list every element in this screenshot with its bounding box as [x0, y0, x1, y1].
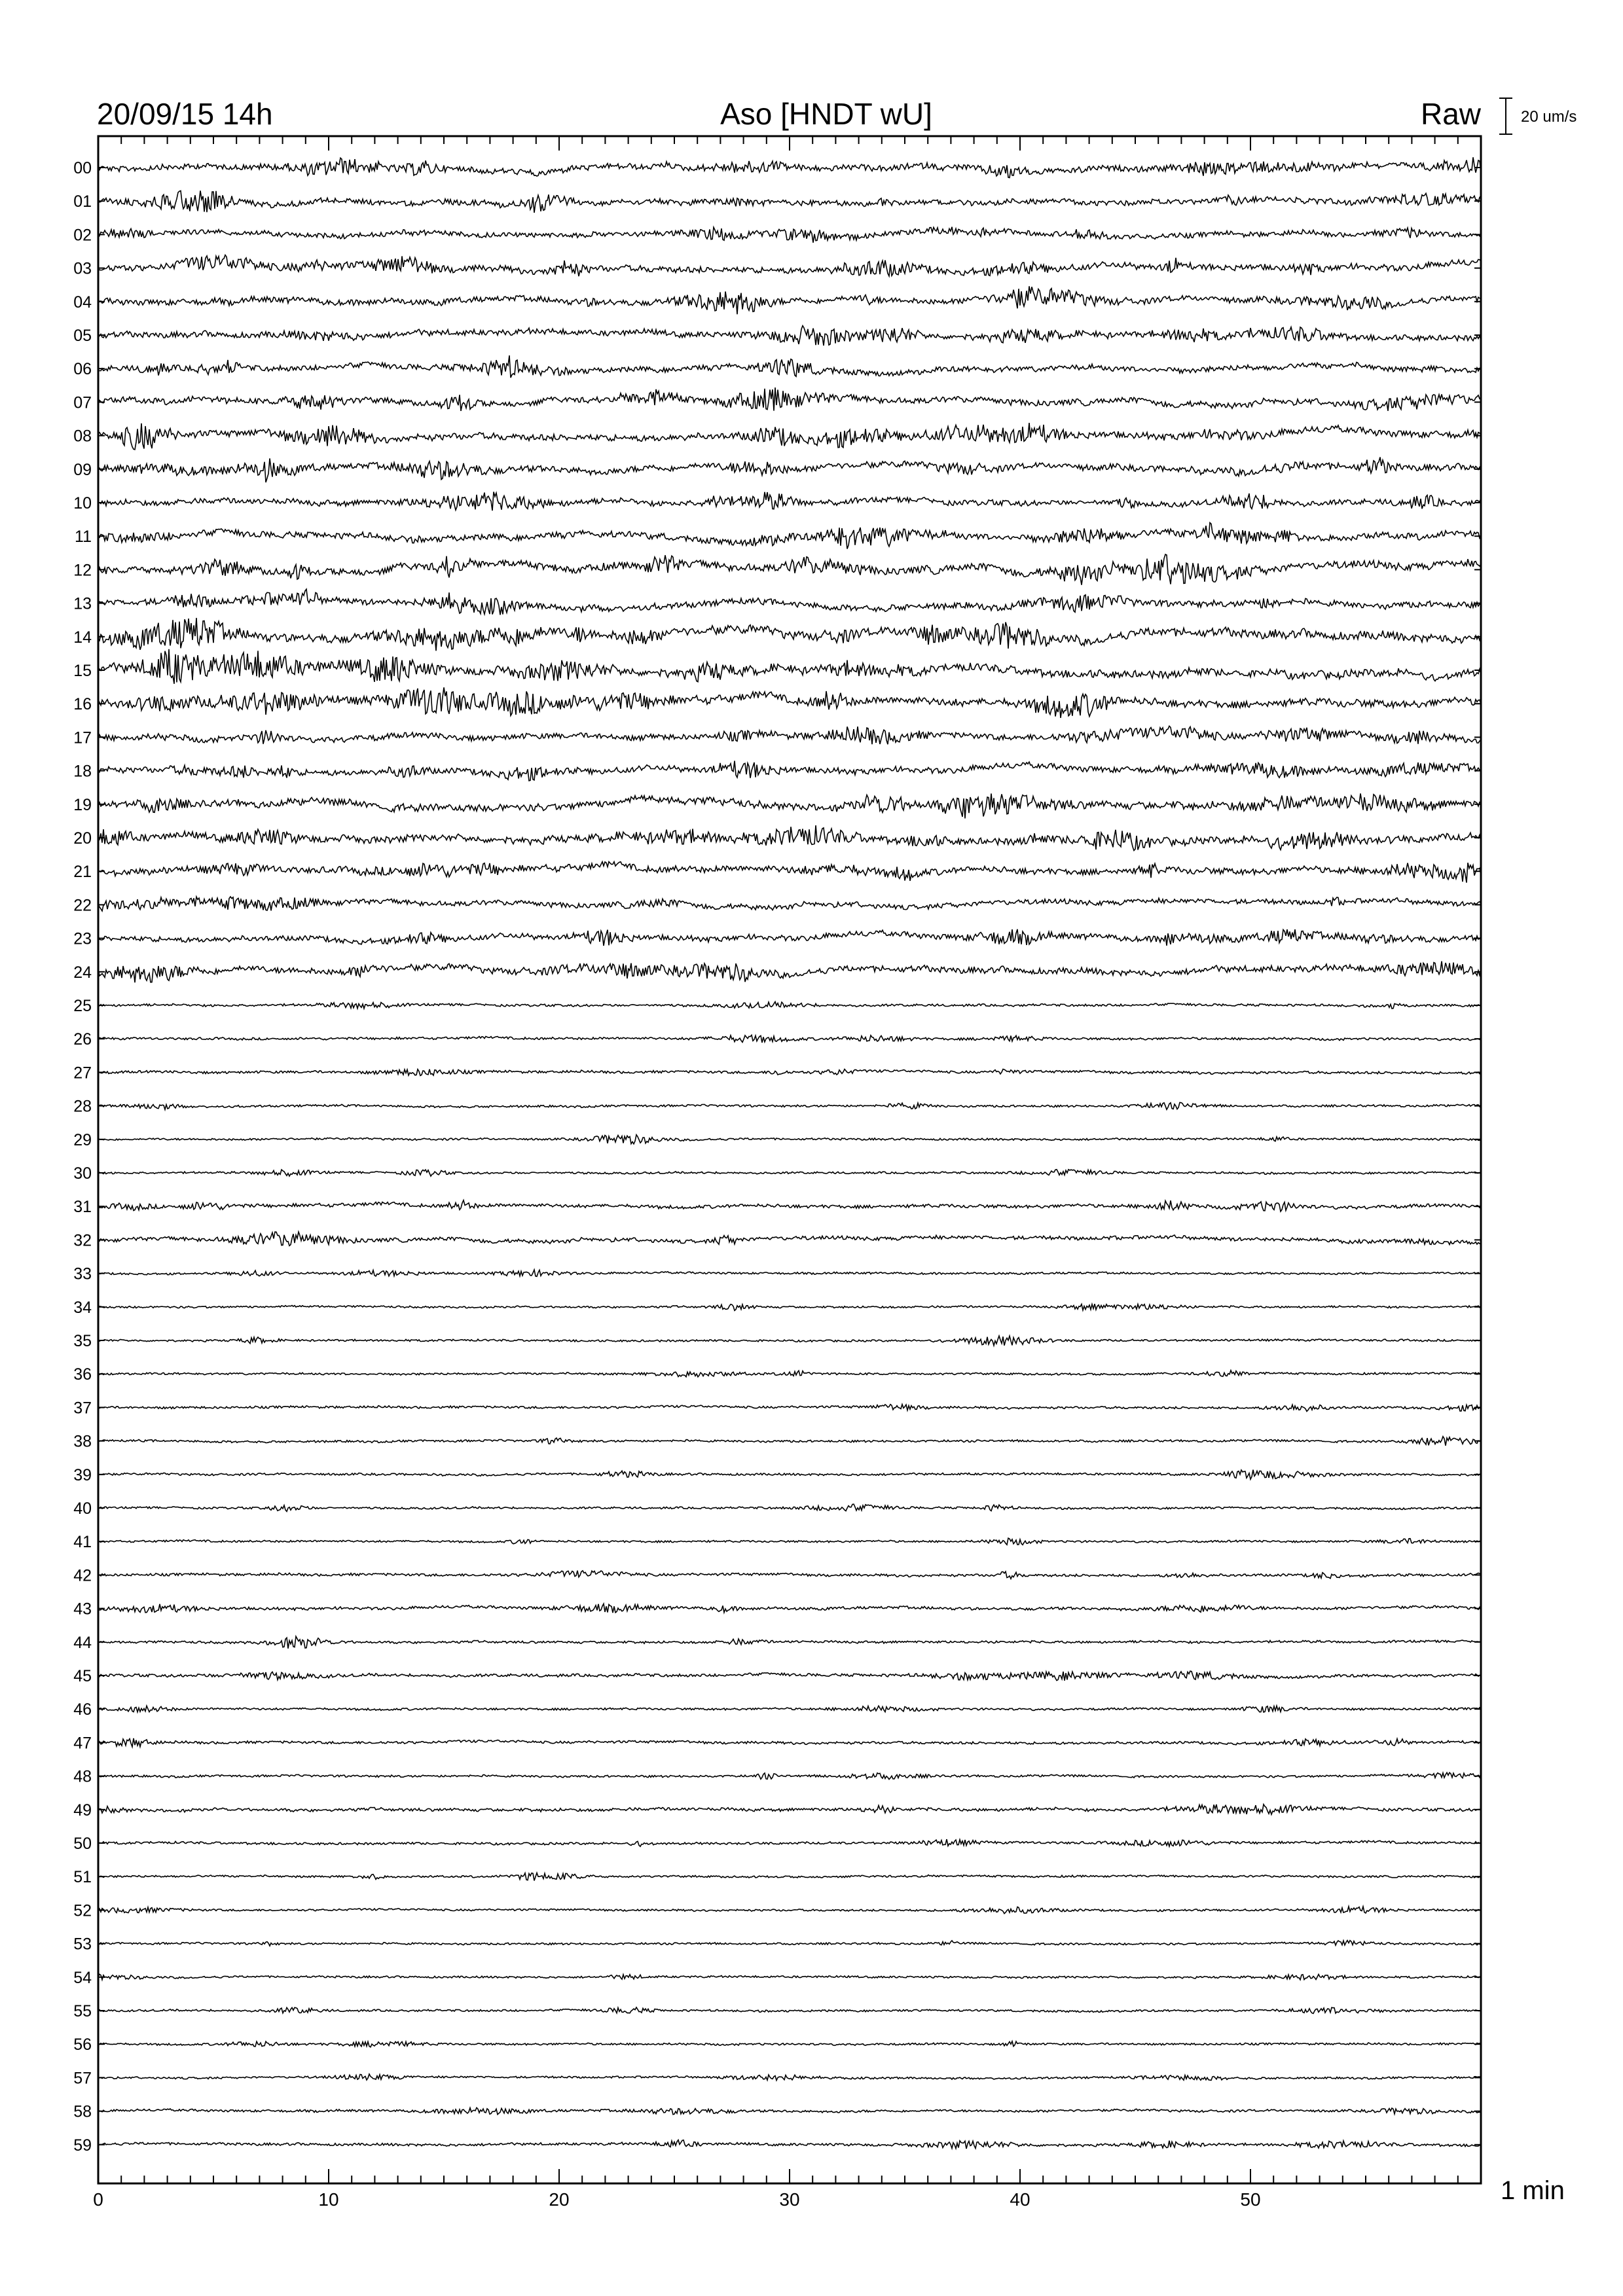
row-label-39: 39: [73, 1465, 92, 1484]
row-label-01: 01: [73, 192, 92, 211]
row-label-50: 50: [73, 1835, 92, 1853]
trace-33: [98, 1270, 1481, 1276]
trace-32: [98, 1232, 1481, 1246]
trace-04: [98, 286, 1481, 314]
trace-36: [98, 1371, 1481, 1377]
trace-49: [98, 1804, 1481, 1815]
row-label-10: 10: [73, 494, 92, 512]
row-label-37: 37: [73, 1399, 92, 1418]
trace-39: [98, 1470, 1481, 1480]
row-label-35: 35: [73, 1332, 92, 1350]
row-label-15: 15: [73, 662, 92, 680]
trace-13: [98, 589, 1481, 615]
row-label-26: 26: [73, 1030, 92, 1049]
row-label-57: 57: [73, 2069, 92, 2088]
trace-29: [98, 1135, 1481, 1144]
row-label-13: 13: [73, 594, 92, 613]
header-mode: Raw: [1420, 97, 1481, 131]
row-label-05: 05: [73, 327, 92, 345]
row-label-41: 41: [73, 1533, 92, 1552]
trace-37: [98, 1405, 1481, 1412]
trace-44: [98, 1636, 1481, 1649]
row-label-18: 18: [73, 762, 92, 781]
row-label-46: 46: [73, 1700, 92, 1719]
row-label-07: 07: [73, 393, 92, 412]
trace-38: [98, 1437, 1481, 1446]
trace-30: [98, 1170, 1481, 1176]
row-label-45: 45: [73, 1667, 92, 1685]
row-label-17: 17: [73, 728, 92, 747]
trace-24: [98, 961, 1481, 983]
row-label-09: 09: [73, 460, 92, 479]
trace-55: [98, 2007, 1481, 2013]
row-label-22: 22: [73, 896, 92, 915]
x-tick-label: 50: [1240, 2189, 1261, 2210]
trace-52: [98, 1907, 1481, 1914]
trace-42: [98, 1571, 1481, 1579]
row-label-54: 54: [73, 1968, 92, 1987]
trace-03: [98, 255, 1481, 277]
trace-10: [98, 492, 1481, 511]
row-label-19: 19: [73, 795, 92, 814]
x-unit-label: 1 min: [1501, 2176, 1565, 2205]
trace-57: [98, 2074, 1481, 2081]
trace-18: [98, 761, 1481, 781]
x-tick-label: 0: [93, 2189, 103, 2210]
row-label-21: 21: [73, 863, 92, 882]
row-label-14: 14: [73, 628, 92, 647]
row-label-20: 20: [73, 829, 92, 848]
trace-25: [98, 1002, 1481, 1009]
row-label-48: 48: [73, 1767, 92, 1786]
trace-01: [98, 190, 1481, 213]
trace-15: [98, 649, 1481, 684]
row-label-53: 53: [73, 1935, 92, 1954]
row-label-group: [73, 159, 92, 2155]
row-label-31: 31: [73, 1198, 92, 1217]
row-label-32: 32: [73, 1231, 92, 1250]
trace-58: [98, 2108, 1481, 2114]
trace-19: [98, 793, 1481, 818]
trace-28: [98, 1103, 1481, 1110]
trace-54: [98, 1974, 1481, 1980]
trace-00: [98, 157, 1481, 177]
x-tick-label: 40: [1010, 2189, 1030, 2210]
trace-48: [98, 1772, 1481, 1779]
trace-56: [98, 2041, 1481, 2047]
trace-23: [98, 929, 1481, 946]
trace-11: [98, 523, 1481, 549]
row-label-08: 08: [73, 427, 92, 446]
row-label-00: 00: [73, 159, 92, 177]
trace-45: [98, 1671, 1481, 1681]
trace-31: [98, 1200, 1481, 1211]
row-label-11: 11: [75, 528, 92, 547]
trace-26: [98, 1035, 1481, 1043]
row-label-33: 33: [73, 1265, 92, 1283]
row-label-12: 12: [73, 561, 92, 580]
trace-34: [98, 1304, 1481, 1310]
row-label-47: 47: [73, 1734, 92, 1753]
row-label-03: 03: [73, 259, 92, 278]
trace-43: [98, 1604, 1481, 1613]
trace-22: [98, 897, 1481, 911]
row-label-25: 25: [73, 997, 92, 1015]
row-label-34: 34: [73, 1298, 92, 1317]
row-label-55: 55: [73, 2002, 92, 2020]
trace-14: [98, 618, 1481, 651]
row-label-43: 43: [73, 1600, 92, 1619]
row-label-36: 36: [73, 1365, 92, 1384]
header-date: 20/09/15 14h: [97, 97, 273, 131]
row-label-02: 02: [73, 226, 92, 245]
trace-41: [98, 1538, 1481, 1545]
trace-17: [98, 726, 1481, 744]
row-label-49: 49: [73, 1801, 92, 1820]
row-label-29: 29: [73, 1130, 92, 1149]
row-label-24: 24: [73, 963, 92, 982]
trace-27: [98, 1069, 1481, 1076]
trace-40: [98, 1504, 1481, 1511]
trace-group: [98, 157, 1481, 2149]
x-tick-label: 10: [318, 2189, 339, 2210]
row-label-51: 51: [73, 1868, 92, 1887]
trace-02: [98, 227, 1481, 243]
trace-16: [98, 687, 1481, 718]
row-label-59: 59: [73, 2136, 92, 2155]
row-label-06: 06: [73, 360, 92, 379]
row-label-27: 27: [73, 1064, 92, 1083]
trace-59: [98, 2140, 1481, 2149]
trace-47: [98, 1738, 1481, 1747]
trace-09: [98, 457, 1481, 483]
chart-title: Aso [HNDT wU]: [720, 97, 932, 131]
trace-12: [98, 554, 1481, 585]
trace-07: [98, 387, 1481, 411]
trace-20: [98, 825, 1481, 851]
scale-label: 20 um/s: [1521, 108, 1577, 126]
trace-53: [98, 1941, 1481, 1946]
trace-46: [98, 1706, 1481, 1712]
row-label-56: 56: [73, 2036, 92, 2054]
row-label-52: 52: [73, 1901, 92, 1920]
trace-50: [98, 1839, 1481, 1846]
x-tick-label: 30: [779, 2189, 800, 2210]
trace-08: [98, 423, 1481, 450]
trace-35: [98, 1336, 1481, 1346]
trace-06: [98, 355, 1481, 378]
trace-21: [98, 862, 1481, 883]
row-label-42: 42: [73, 1566, 92, 1585]
row-label-40: 40: [73, 1499, 92, 1518]
trace-05: [98, 326, 1481, 346]
row-label-16: 16: [73, 695, 92, 714]
scale-bar: [1499, 98, 1512, 134]
x-tick-label: 20: [549, 2189, 570, 2210]
row-label-44: 44: [73, 1633, 92, 1652]
trace-51: [98, 1873, 1481, 1881]
row-label-04: 04: [73, 293, 92, 312]
row-label-58: 58: [73, 2102, 92, 2121]
row-label-23: 23: [73, 929, 92, 948]
row-label-28: 28: [73, 1097, 92, 1116]
row-label-30: 30: [73, 1164, 92, 1183]
row-label-38: 38: [73, 1432, 92, 1451]
